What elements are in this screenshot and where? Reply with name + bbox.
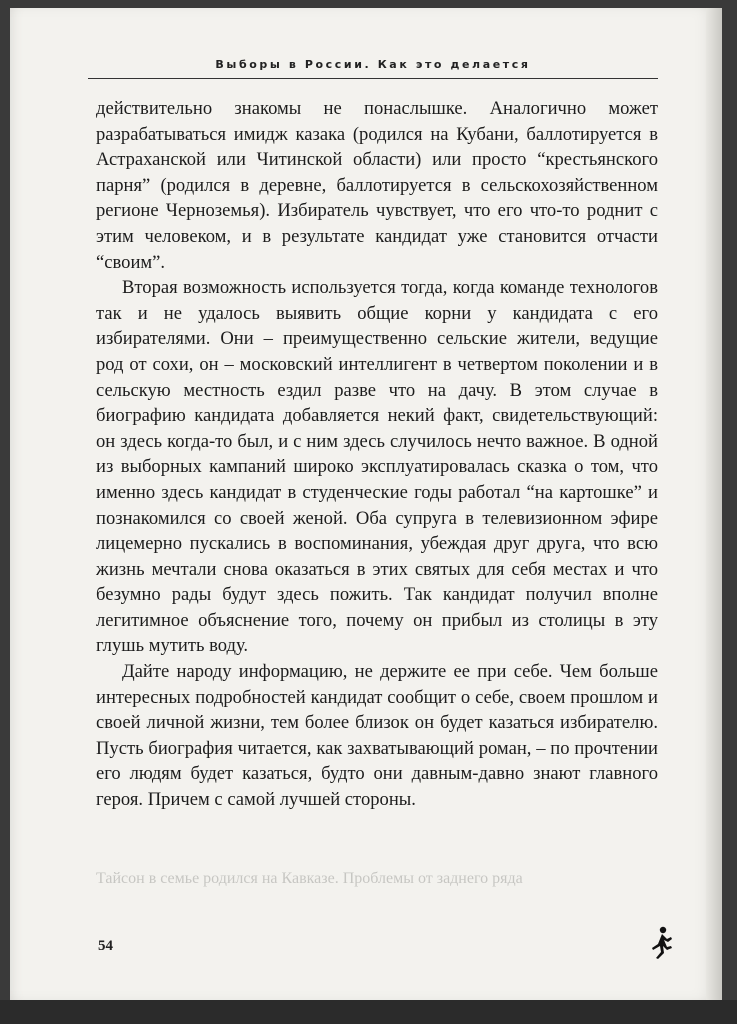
paragraph-3: Дайте народу информацию, не держите ее при себе. Чем больше интересных подробностей кандидат сообщит о себе, своем прошлом и своей личной жизни, тем более близок он будет казаться избирателю. Пусть биография читается, как захватывающий роман, – по прочтении его людям будет казаться, будто они давным-давно знают главного героя. Причем с самой лучшей стороны. — [96, 661, 658, 811]
main-text — [96, 96, 658, 813]
page-edge — [706, 8, 722, 1000]
running-title: Выборы в России. Как это делается — [215, 58, 531, 71]
running-man-icon — [648, 926, 674, 960]
page-number: 54 — [98, 938, 113, 954]
header-rule — [88, 78, 658, 79]
paragraph-2: Вторая возможность используется тогда, когда команде технологов так и не удалось выявить общие корни у кандидата с его избирателями. Они – преимущественно сельские жители, ведущие род от сохи, он – московский интеллигент в четвертом поколении и в сельскую местность ездил разве что на дачу. В этом случае в биографию кандидата добавляется некий факт, свидетельствующий: он здесь когда-то был, и с ним здесь случилось нечто важное. В одной из выборных кампаний широко эксплуатировалась сказка о том, что именно здесь кандидат в студенческие годы работал “на картошке” и познакомился со своей женой. Оба супруга в телевизионном эфире лицемерно пускались в воспоминания, убеждая друг друга, что всю жизнь мечтали снова оказаться в этих святых для себя местах и что безумно рады будут здесь пожить. Так кандидат получил вполне легитимное объяснение того, почему он прибыл из столицы в эту глушь мутить воду. — [96, 277, 658, 657]
bleed-through-text: Тайсон в семье родился на Кавказе. Проблемы от заднего ряда — [96, 870, 523, 887]
paragraph-1: действительно знакомы не понаслышке. Аналогично может разрабатываться имидж казака (родился на Кубани, баллотируется в Астраханской или Читинской области) или просто “крестьянского парня” (родился в деревне, баллотируется в сельскохозяйственном регионе Черноземья). Избиратель чувствует, что его что-то роднит с этим человеком, и в результате кандидат уже становится отчасти “своим”. — [96, 98, 658, 273]
scan-border — [0, 1000, 737, 1024]
